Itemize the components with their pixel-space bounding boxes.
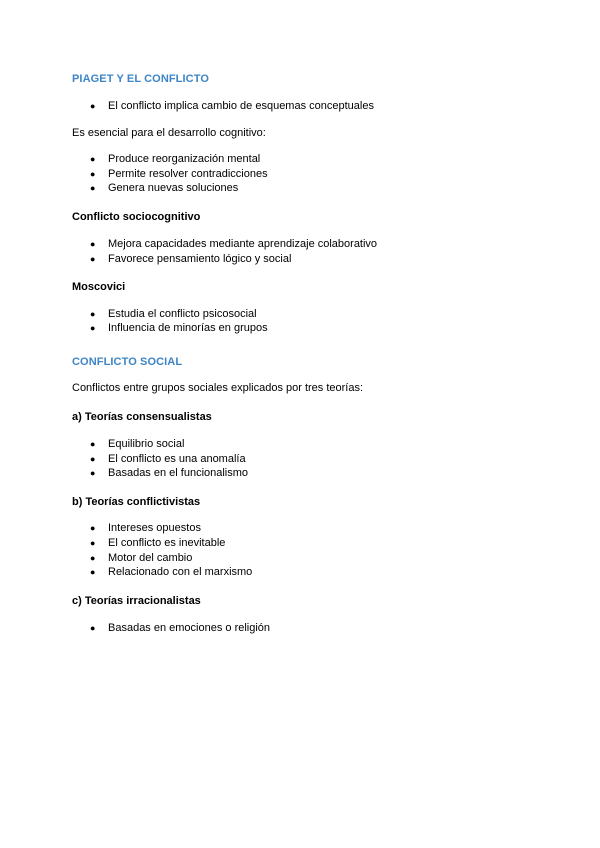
bullet-icon: ● (90, 101, 96, 111)
subheading-moscovici: Moscovici (72, 281, 126, 293)
list-item-text: Equilibrio social (108, 438, 185, 450)
subheading-consensualistas: a) Teorías consensualistas (72, 411, 212, 423)
list-item (90, 437, 184, 451)
bullet-icon: ● (90, 183, 96, 193)
list-item (90, 181, 238, 195)
section-title-social: CONFLICTO SOCIAL (72, 356, 183, 368)
list-item (90, 452, 246, 466)
list-item-text: Favorece pensamiento lógico y social (108, 253, 292, 265)
bullet-icon: ● (90, 239, 96, 249)
bullet-icon: ● (90, 154, 96, 164)
list-item (90, 536, 225, 550)
bullet-icon: ● (90, 254, 96, 264)
subheading-irracionalistas: c) Teorías irracionalistas (72, 595, 201, 607)
list-item-text: Relacionado con el marxismo (108, 566, 253, 578)
list-item-text: El conflicto es inevitable (108, 537, 226, 549)
list-item-text: Genera nuevas soluciones (108, 182, 239, 194)
list-item-text: Intereses opuestos (108, 522, 201, 534)
list-item (90, 551, 192, 565)
list-item-text: Basadas en emociones o religión (108, 622, 271, 634)
paragraph: Conflictos entre grupos sociales explicados por tres teorías: (72, 382, 364, 394)
subheading-conflictivistas: b) Teorías conflictivistas (72, 496, 201, 508)
list-item (90, 321, 268, 335)
subheading-sociocognitivo: Conflicto sociocognitivo (72, 211, 201, 223)
bullet-icon: ● (90, 538, 96, 548)
list-item (90, 152, 260, 166)
list-item (90, 307, 257, 321)
bullet-icon: ● (90, 623, 96, 633)
bullet-icon: ● (90, 553, 96, 563)
bullet-icon: ● (90, 309, 96, 319)
bullet-icon: ● (90, 454, 96, 464)
list-item (90, 252, 291, 266)
bullet-icon: ● (90, 523, 96, 533)
list-item-text: Motor del cambio (108, 552, 193, 564)
list-item-text: El conflicto implica cambio de esquemas conceptuales (108, 100, 374, 112)
list-item (90, 237, 377, 251)
list-item (90, 99, 374, 113)
list-item (90, 621, 270, 635)
bullet-icon: ● (90, 468, 96, 478)
bullet-icon: ● (90, 439, 96, 449)
list-item-text: Produce reorganización mental (108, 153, 261, 165)
bullet-icon: ● (90, 169, 96, 179)
list-item-text: El conflicto es una anomalía (108, 453, 246, 465)
list-item (90, 565, 252, 579)
list-item-text: Basadas en el funcionalismo (108, 467, 249, 479)
section-title-piaget: PIAGET Y EL CONFLICTO (72, 73, 209, 85)
list-item-text: Influencia de minorías en grupos (108, 322, 268, 334)
paragraph: Es esencial para el desarrollo cognitivo: (72, 127, 266, 139)
bullet-icon: ● (90, 323, 96, 333)
bullet-icon: ● (90, 567, 96, 577)
list-item (90, 521, 201, 535)
list-item (90, 466, 248, 480)
list-item-text: Mejora capacidades mediante aprendizaje colaborativo (108, 238, 378, 250)
list-item (90, 167, 268, 181)
list-item-text: Permite resolver contradicciones (108, 168, 268, 180)
list-item-text: Estudia el conflicto psicosocial (108, 308, 257, 320)
